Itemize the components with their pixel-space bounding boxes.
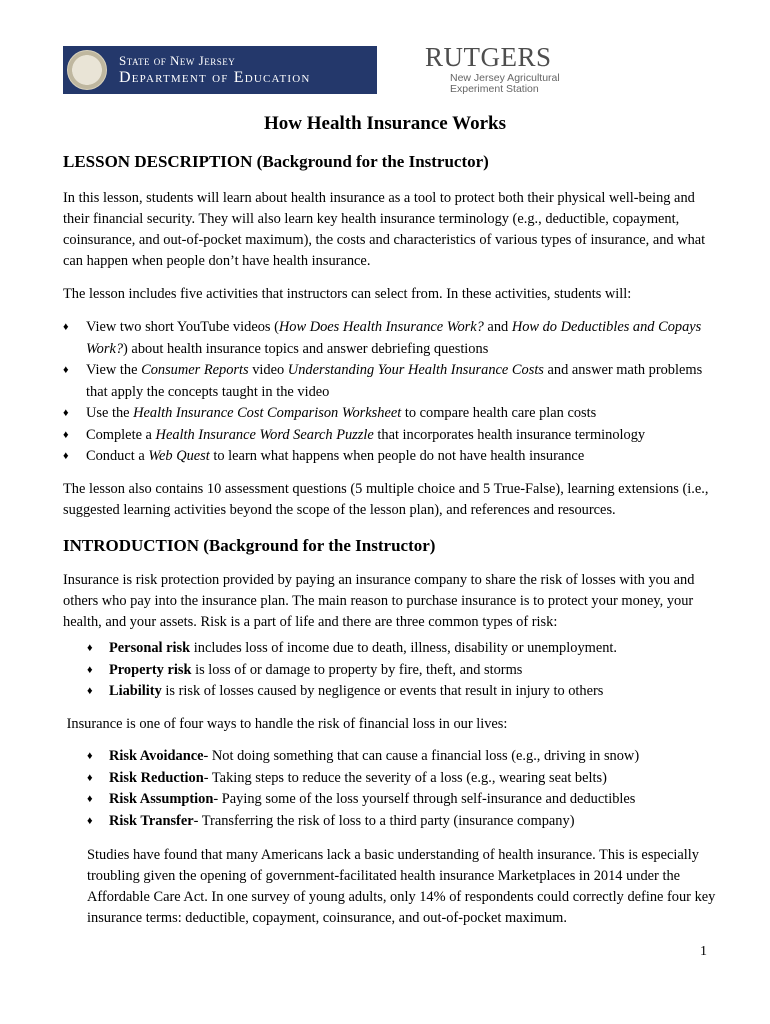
nj-department-of-education-logo [63, 46, 377, 94]
activity-title: Consumer Reports [141, 362, 249, 378]
document-title: How Health Insurance Works [264, 113, 506, 134]
risk-method-description: - Transferring the risk of loss to a third party (insurance company) [193, 812, 575, 829]
risk-method-description: - Paying some of the loss yourself through self-insurance and deductibles [213, 791, 636, 807]
rutgers-logo [425, 44, 625, 96]
page-number: 1 [700, 944, 707, 959]
activity-text: and [483, 319, 512, 335]
rutgers-subtitle-line1: New Jersey Agricultural [450, 72, 560, 84]
risk-types-list [87, 638, 707, 703]
list-item [87, 811, 707, 833]
risk-method-term: Risk Transfer [109, 812, 194, 829]
list-item [63, 317, 703, 360]
activity-title: How Does Health Insurance Work? [278, 319, 484, 335]
risk-method-term: Risk Avoidance [109, 748, 204, 764]
risk-method-description: - Not doing something that can cause a financial loss (e.g., driving in snow) [203, 748, 640, 764]
activity-text: and answer math problems that apply the concepts taught in the video [86, 362, 703, 400]
activity-title: Web Quest [148, 448, 210, 464]
activity-title: How do Deductibles and Copays Work? [86, 319, 702, 357]
intro-paragraph-2: Insurance is one of four ways to handle the risk of financial loss in our lives: [63, 716, 508, 732]
risk-method-term: Risk Reduction [109, 769, 204, 786]
intro-paragraph-1: Insurance is risk protection provided by paying an insurance company to share the risk of losses with you and others who pay into the insurance plan. The main reason to purchase insurance is to protect your money, your health, and your assets. Risk is a part of life and there are three common types of risk: [63, 572, 695, 630]
intro-paragraph-3: Studies have found that many Americans lack a basic understanding of health insurance. This is especially troubling given the opening of government-facilitated health insurance Marketplaces in 2014 under the Affordable Care Act. In one survey of young adults, only 14% of respondents could correctly define four key insurance terms: deductible, copayment, coinsurance, and out-of-pocket maximum. [87, 847, 716, 926]
risk-description: includes loss of income due to death, illness, disability or unemployment. [190, 640, 618, 656]
activity-text: video [248, 362, 288, 378]
activity-title: Health Insurance Word Search Puzzle [155, 426, 374, 443]
risk-description: is risk of losses caused by negligence or events that result in injury to others [161, 683, 604, 699]
list-item [63, 360, 703, 403]
lesson-paragraph-2: The lesson includes five activities that instructors can select from. In these activities, students will: [63, 286, 632, 302]
list-item [63, 403, 703, 425]
list-item [63, 446, 703, 468]
activity-text: ) about health insurance topics and answer debriefing questions [123, 340, 489, 357]
activity-text: to learn what happens when people do not have health insurance [209, 448, 585, 464]
activity-text: that incorporates health insurance terminology [373, 426, 646, 443]
risk-term: Liability [109, 683, 162, 699]
activity-text: View two short YouTube videos ( [86, 319, 279, 335]
activity-text: to compare health care plan costs [401, 405, 597, 421]
activities-list [63, 317, 703, 468]
list-item [63, 425, 703, 447]
lesson-paragraph-3: The lesson also contains 10 assessment questions (5 multiple choice and 5 True-False), learning extensions (i.e., suggested learning activities beyond the scope of the lesson plan), and references and resources. [63, 481, 709, 518]
activity-title: Health Insurance Cost Comparison Worksheet [133, 405, 402, 421]
lesson-paragraph-1: In this lesson, students will learn about health insurance as a tool to protect both their physical well-being and their financial security. They will also learn key health insurance terminology (e.g., deductible, copayment, coinsurance, and out-of-pocket maximum), the costs and characteristics of various types of insurance, and what can happen when people don’t have health insurance. [63, 190, 706, 269]
risk-method-term: Risk Assumption [109, 791, 214, 807]
activity-text: View the [86, 362, 142, 378]
list-item [87, 789, 707, 811]
list-item [87, 638, 707, 660]
list-item [87, 768, 707, 790]
risk-term: Personal risk [109, 640, 191, 656]
nj-state-seal-icon [67, 50, 107, 90]
rutgers-wordmark: RUTGERS [425, 42, 552, 72]
rutgers-subtitle-line2: Experiment Station [450, 83, 539, 95]
list-item [87, 660, 707, 682]
lesson-description-heading: LESSON DESCRIPTION (Background for the Instructor) [63, 152, 489, 171]
activity-text: Use the [86, 405, 134, 421]
risk-description: is loss of or damage to property by fire, theft, and storms [191, 661, 523, 678]
risk-method-description: - Taking steps to reduce the severity of a loss (e.g., wearing seat belts) [203, 769, 607, 786]
list-item [87, 681, 707, 703]
nj-logo-line2: Department of Education [119, 69, 311, 86]
introduction-heading: INTRODUCTION (Background for the Instructor) [63, 536, 436, 555]
risk-term: Property risk [109, 661, 192, 678]
nj-logo-text [119, 54, 311, 86]
list-item [87, 746, 707, 768]
activity-title: Understanding Your Health Insurance Costs [287, 362, 544, 378]
nj-logo-line1: State of New Jersey [119, 53, 236, 68]
activity-text: Conduct a [86, 448, 149, 464]
risk-handling-list [87, 746, 707, 832]
activity-text: Complete a [86, 426, 156, 443]
